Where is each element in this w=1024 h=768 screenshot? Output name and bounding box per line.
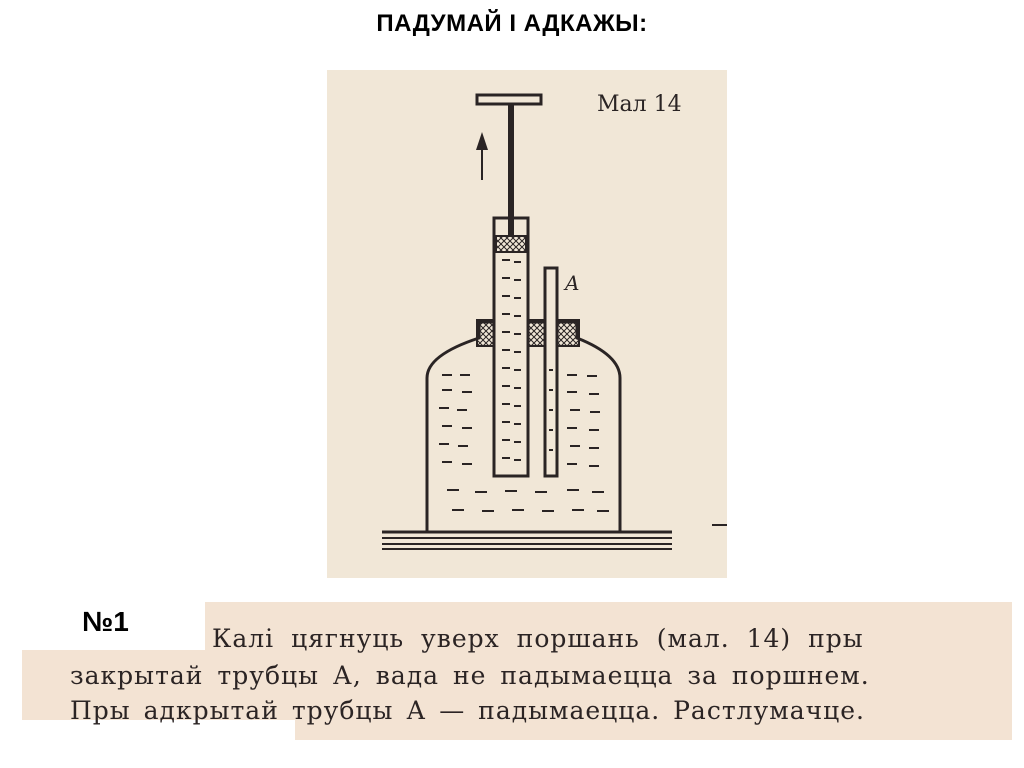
pump-cylinder <box>494 218 528 476</box>
piston <box>496 236 526 252</box>
problem-text-line: Пры адкрытай трубцы А — падымаецца. Растлумачце. <box>70 696 865 725</box>
piston-handle <box>477 95 541 104</box>
figure-panel <box>327 70 727 578</box>
tube-a-label: A <box>565 271 580 295</box>
figure-caption: Мал 14 <box>597 92 682 117</box>
tube-a <box>545 268 557 476</box>
base-stand <box>382 525 727 549</box>
problem-text-line: закрытай трубцы А, вада не падымаецца за поршнем. <box>70 661 870 690</box>
problem-text-line: Калі цягнуць уверх поршань (мал. 14) пры <box>212 624 864 653</box>
problem-number: №1 <box>82 606 129 637</box>
up-arrow-icon <box>476 132 488 180</box>
piston-pump-diagram <box>327 70 727 578</box>
page-title: ПАДУМАЙ І АДКАЖЫ: <box>376 10 648 37</box>
